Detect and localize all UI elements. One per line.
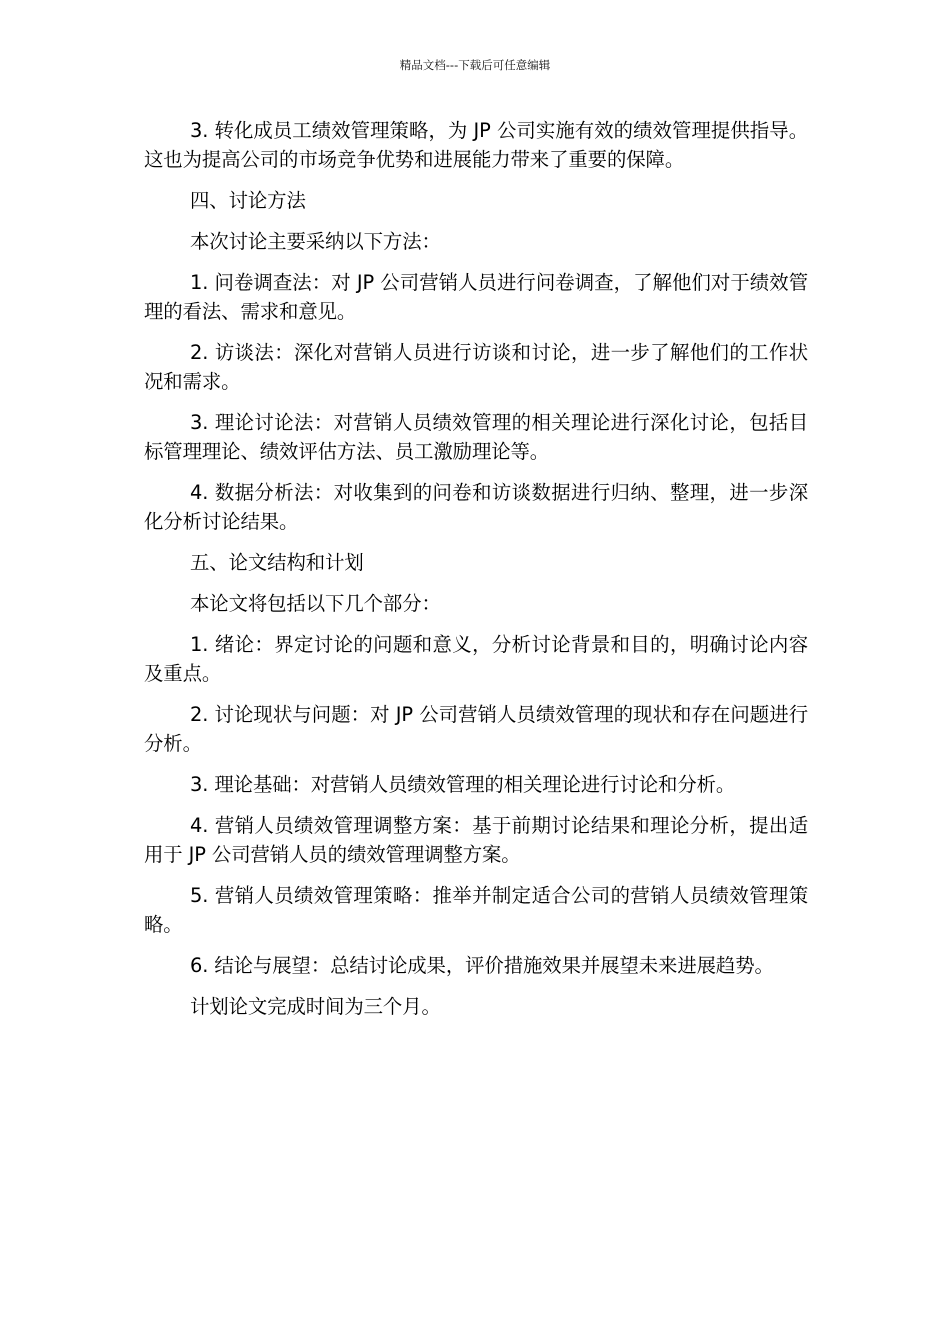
- paragraph-part-2: 2. 讨论现状与问题：对 JP 公司营销人员绩效管理的现状和存在问题进行分析。: [144, 703, 808, 755]
- paragraph-plan: 计划论文完成时间为三个月。: [190, 995, 441, 1018]
- document-body: [144, 116, 808, 1033]
- paragraph-method-2: 2. 访谈法：深化对营销人员进行访谈和讨论，进一步了解他们的工作状况和需求。: [144, 341, 808, 393]
- paragraph-methods-intro: 本次讨论主要采纳以下方法：: [190, 230, 441, 253]
- paragraph-part-4: 4. 营销人员绩效管理调整方案：基于前期讨论结果和理论分析，提出适用于 JP 公司营销人员的绩效管理调整方案。: [144, 814, 808, 866]
- paragraph-structure-intro: 本论文将包括以下几个部分：: [190, 592, 441, 615]
- paragraph-part-6: 6. 结论与展望：总结讨论成果，评价措施效果并展望未来进展趋势。: [190, 954, 774, 977]
- section-heading-structure: 五、论文结构和计划: [190, 551, 364, 574]
- paragraph-method-4: 4. 数据分析法：对收集到的问卷和访谈数据进行归纳、整理，进一步深化分析讨论结果。: [144, 481, 808, 533]
- paragraph-part-1: 1. 绪论：界定讨论的问题和意义，分析讨论背景和目的，明确讨论内容及重点。: [144, 633, 808, 685]
- paragraph-goal-3: 3. 转化成员工绩效管理策略，为 JP 公司实施有效的绩效管理提供指导。这也为提高公司的市场竞争优势和进展能力带来了重要的保障。: [144, 119, 808, 171]
- paragraph-part-3: 3. 理论基础：对营销人员绩效管理的相关理论进行讨论和分析。: [190, 773, 736, 796]
- paragraph-method-1: 1. 问卷调查法：对 JP 公司营销人员进行问卷调查，了解他们对于绩效管理的看法、需求和意见。: [144, 271, 808, 323]
- paragraph-method-3: 3. 理论讨论法：对营销人员绩效管理的相关理论进行深化讨论，包括目标管理理论、绩效评估方法、员工激励理论等。: [144, 411, 808, 463]
- paragraph-part-5: 5. 营销人员绩效管理策略：推举并制定适合公司的营销人员绩效管理策略。: [144, 884, 808, 936]
- section-heading-methods: 四、讨论方法: [190, 189, 306, 212]
- page-header: 精品文档---下载后可任意编辑: [399, 58, 551, 72]
